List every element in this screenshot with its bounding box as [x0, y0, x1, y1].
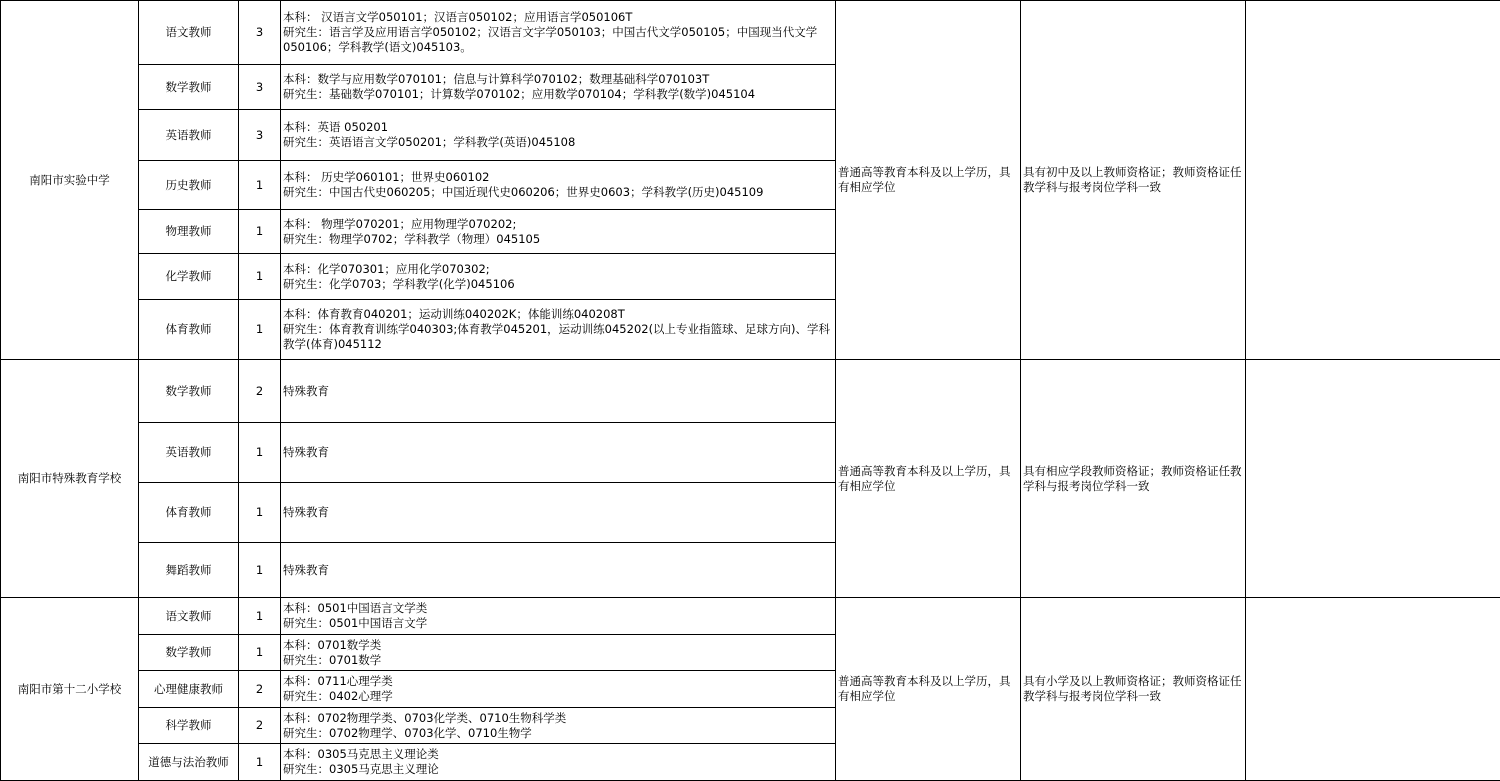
- major-requirement-cell: [281, 110, 836, 161]
- post-count-cell: 1: [239, 300, 281, 360]
- post-name-cell: 体育教师: [139, 483, 239, 543]
- major-line: 研究生：0702物理学、0703化学、0710生物学: [283, 726, 833, 741]
- major-line: 研究生：体育教育训练学040303;体育教学045201，运动训练045202(以上专业指篮球、足球方向)、学科教学(体育)045112: [283, 322, 833, 352]
- post-name-cell: 舞蹈教师: [139, 543, 239, 598]
- major-requirement-cell: [281, 360, 836, 423]
- major-line: 本科：0501中国语言文学类: [283, 601, 833, 616]
- post-count-cell: 1: [239, 254, 281, 300]
- major-line: 本科： 历史学060101；世界史060102: [283, 170, 833, 185]
- major-line: 研究生：英语语言文学050201；学科教学(英语)045108: [283, 135, 833, 150]
- major-line: 研究生：基础数学070101；计算数学070102；应用数学070104；学科教学(数学)045104: [283, 87, 833, 102]
- major-requirement-cell: [281, 161, 836, 210]
- major-line: 研究生：0402心理学: [283, 689, 833, 704]
- major-line: 本科：0711心理学类: [283, 674, 833, 689]
- post-name-cell: 历史教师: [139, 161, 239, 210]
- post-count-cell: 2: [239, 360, 281, 423]
- major-requirement-cell: [281, 423, 836, 483]
- major-line: 特殊教育: [283, 563, 833, 578]
- major-requirement-cell: [281, 254, 836, 300]
- major-line: 本科：化学070301；应用化学070302;: [283, 262, 833, 277]
- post-name-cell: 数学教师: [139, 635, 239, 671]
- school-name-cell: 南阳市实验中学: [1, 1, 139, 360]
- post-name-cell: 数学教师: [139, 360, 239, 423]
- major-line: 研究生：语言学及应用语言学050102；汉语言文字学050103；中国古代文学050105；中国现当代文学050106；学科教学(语文)045103。: [283, 25, 833, 55]
- major-line: 特殊教育: [283, 384, 833, 399]
- major-line: 研究生：0501中国语言文学: [283, 616, 833, 631]
- major-requirement-cell: [281, 300, 836, 360]
- major-line: 本科：体育教育040201；运动训练040202K；体能训练040208T: [283, 307, 833, 322]
- post-count-cell: 1: [239, 543, 281, 598]
- post-name-cell: 物理教师: [139, 210, 239, 254]
- post-name-cell: 语文教师: [139, 1, 239, 65]
- qualification-requirement-cell: 具有小学及以上教师资格证；教师资格证任教学科与报考岗位学科一致: [1021, 598, 1246, 781]
- table-row: [1, 598, 1500, 635]
- post-count-cell: 1: [239, 598, 281, 635]
- post-count-cell: 2: [239, 671, 281, 708]
- major-line: 本科：0305马克思主义理论类: [283, 747, 833, 762]
- post-name-cell: 体育教师: [139, 300, 239, 360]
- major-line: 研究生：物理学0702；学科教学（物理）045105: [283, 232, 833, 247]
- major-line: 研究生：0701数学: [283, 653, 833, 668]
- post-count-cell: 3: [239, 65, 281, 110]
- major-line: 本科： 汉语言文学050101；汉语言050102；应用语言学050106T: [283, 10, 833, 25]
- major-requirement-cell: [281, 671, 836, 708]
- post-name-cell: 科学教师: [139, 708, 239, 744]
- major-line: 本科：0701数学类: [283, 638, 833, 653]
- post-count-cell: 2: [239, 708, 281, 744]
- post-name-cell: 英语教师: [139, 423, 239, 483]
- post-name-cell: 语文教师: [139, 598, 239, 635]
- post-count-cell: 1: [239, 635, 281, 671]
- post-count-cell: 1: [239, 423, 281, 483]
- major-requirement-cell: [281, 635, 836, 671]
- major-line: 特殊教育: [283, 505, 833, 520]
- major-requirement-cell: [281, 483, 836, 543]
- major-line: 特殊教育: [283, 445, 833, 460]
- post-count-cell: 1: [239, 483, 281, 543]
- major-requirement-cell: [281, 65, 836, 110]
- major-line: 研究生：中国古代史060205；中国近现代史060206；世界史0603；学科教学(历史)045109: [283, 185, 833, 200]
- major-line: 本科：英语 050201: [283, 120, 833, 135]
- major-line: 本科：数学与应用数学070101；信息与计算科学070102；数理基础科学070103T: [283, 72, 833, 87]
- table-row: [1, 360, 1500, 423]
- major-requirement-cell: [281, 543, 836, 598]
- remark-cell: [1246, 1, 1500, 360]
- major-requirement-cell: [281, 598, 836, 635]
- major-line: 本科： 物理学070201；应用物理学070202;: [283, 217, 833, 232]
- post-count-cell: 1: [239, 161, 281, 210]
- major-line: 本科：0702物理学类、0703化学类、0710生物科学类: [283, 711, 833, 726]
- post-name-cell: 道德与法治教师: [139, 744, 239, 781]
- post-name-cell: 心理健康教师: [139, 671, 239, 708]
- education-requirement-cell: 普通高等教育本科及以上学历，具有相应学位: [836, 598, 1021, 781]
- major-requirement-cell: [281, 1, 836, 65]
- remark-cell: [1246, 360, 1500, 598]
- post-name-cell: 数学教师: [139, 65, 239, 110]
- post-count-cell: 1: [239, 744, 281, 781]
- education-requirement-cell: 普通高等教育本科及以上学历，具有相应学位: [836, 1, 1021, 360]
- post-count-cell: 3: [239, 110, 281, 161]
- qualification-requirement-cell: 具有相应学段教师资格证；教师资格证任教学科与报考岗位学科一致: [1021, 360, 1246, 598]
- major-line: 研究生：化学0703；学科教学(化学)045106: [283, 277, 833, 292]
- post-count-cell: 3: [239, 1, 281, 65]
- remark-cell: [1246, 598, 1500, 781]
- post-count-cell: 1: [239, 210, 281, 254]
- major-line: 研究生：0305马克思主义理论: [283, 762, 833, 777]
- post-name-cell: 化学教师: [139, 254, 239, 300]
- school-name-cell: 南阳市第十二小学校: [1, 598, 139, 781]
- education-requirement-cell: 普通高等教育本科及以上学历，具有相应学位: [836, 360, 1021, 598]
- major-requirement-cell: [281, 210, 836, 254]
- major-requirement-cell: [281, 744, 836, 781]
- post-name-cell: 英语教师: [139, 110, 239, 161]
- qualification-requirement-cell: 具有初中及以上教师资格证；教师资格证任教学科与报考岗位学科一致: [1021, 1, 1246, 360]
- major-requirement-cell: [281, 708, 836, 744]
- school-name-cell: 南阳市特殊教育学校: [1, 360, 139, 598]
- table-row: [1, 1, 1500, 65]
